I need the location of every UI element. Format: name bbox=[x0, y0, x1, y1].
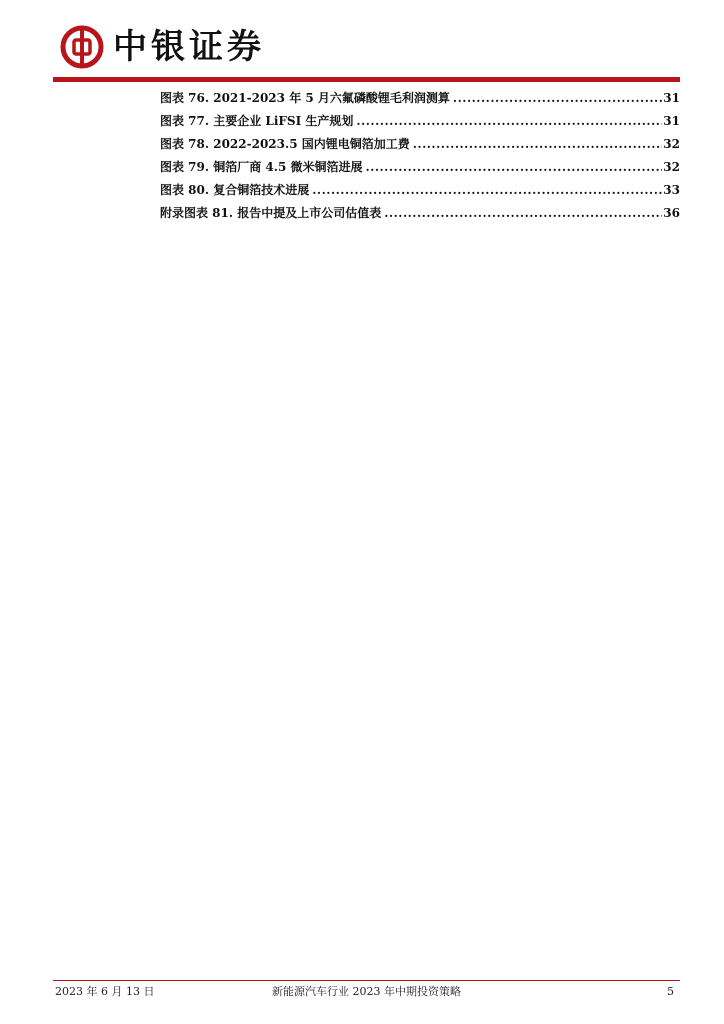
toc-entry-page: 31 bbox=[663, 114, 680, 128]
toc-entry-page: 36 bbox=[663, 206, 680, 220]
report-date: 2023 年 6 月 13 日 bbox=[55, 985, 155, 998]
toc-entry-label: 图表 79. 铜箔厂商 4.5 微米铜箔进展 bbox=[160, 160, 363, 174]
report-title: 新能源汽车行业 2023 年中期投资策略 bbox=[272, 985, 461, 998]
toc-entry-page: 31 bbox=[663, 91, 680, 105]
toc-entry[interactable] bbox=[160, 156, 680, 179]
footer-divider bbox=[53, 980, 680, 981]
toc-entry[interactable] bbox=[160, 133, 680, 156]
page-footer bbox=[53, 984, 680, 1000]
table-of-contents bbox=[160, 87, 680, 225]
toc-dot-leader bbox=[384, 202, 662, 225]
toc-entry-label: 图表 77. 主要企业 LiFSI 生产规划 bbox=[160, 114, 354, 128]
header-divider bbox=[53, 77, 680, 82]
toc-entry-label: 图表 78. 2022-2023.5 国内锂电铜箔加工费 bbox=[160, 137, 410, 151]
toc-entry-page: 33 bbox=[663, 183, 680, 197]
toc-dot-leader bbox=[453, 87, 662, 110]
toc-entry[interactable] bbox=[160, 110, 680, 133]
toc-entry[interactable] bbox=[160, 87, 680, 110]
toc-entry-label: 图表 76. 2021-2023 年 5 月六氟磷酸锂毛利润测算 bbox=[160, 91, 450, 105]
toc-entry[interactable] bbox=[160, 179, 680, 202]
toc-entry-page: 32 bbox=[663, 160, 680, 174]
page-number: 5 bbox=[667, 985, 674, 998]
toc-dot-leader bbox=[413, 133, 663, 156]
toc-entry-label: 图表 80. 复合铜箔技术进展 bbox=[160, 183, 310, 197]
toc-entry-page: 32 bbox=[663, 137, 680, 151]
bank-of-china-logo-icon bbox=[60, 25, 104, 69]
toc-dot-leader bbox=[312, 179, 662, 202]
brand-name: 中银证券 bbox=[113, 27, 265, 67]
page-header bbox=[0, 0, 724, 84]
toc-entry-label: 附录图表 81. 报告中提及上市公司估值表 bbox=[160, 206, 382, 220]
toc-entry[interactable] bbox=[160, 202, 680, 225]
toc-dot-leader bbox=[356, 110, 662, 133]
toc-dot-leader bbox=[365, 156, 662, 179]
